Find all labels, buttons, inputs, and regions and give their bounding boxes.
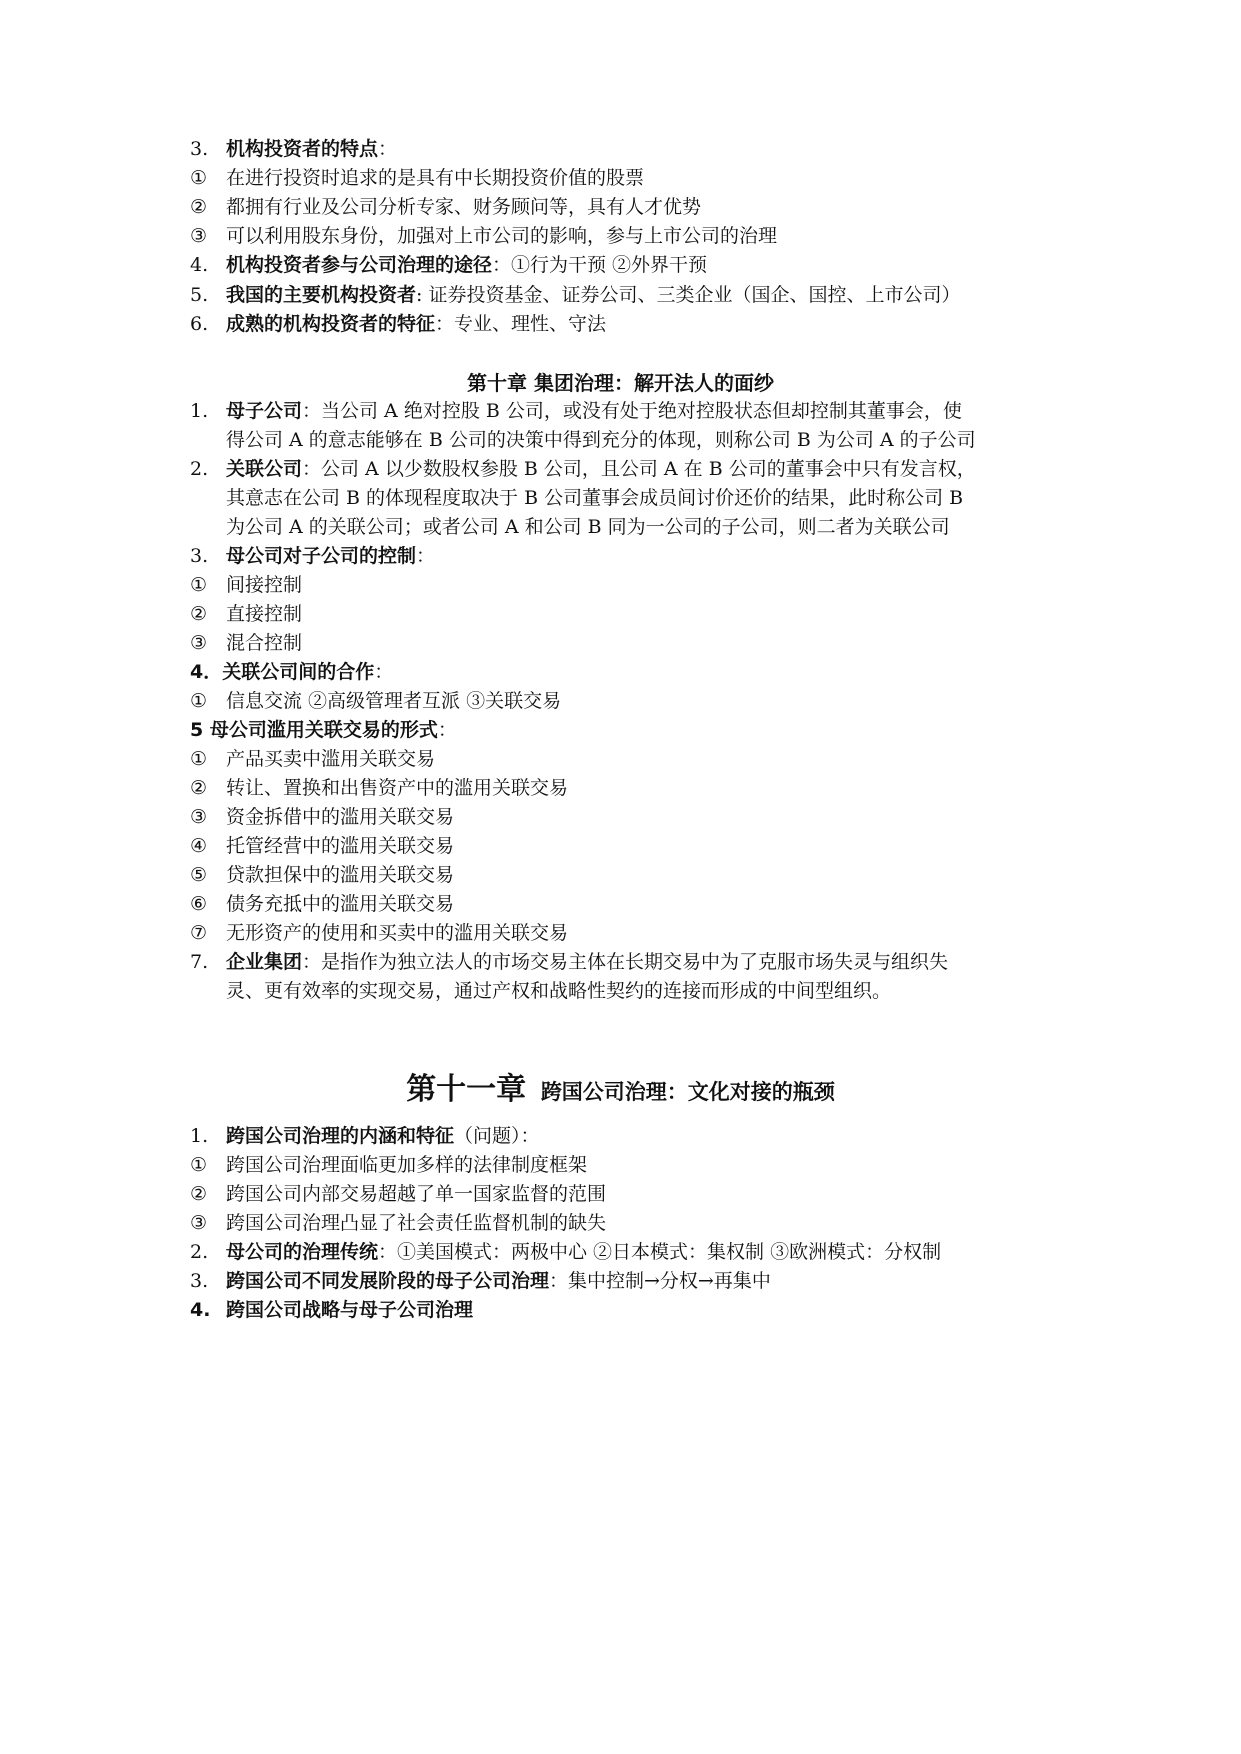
chapter-number: 第十一章 — [406, 1072, 527, 1107]
item-text: 贷款担保中的滥用关联交易 — [226, 864, 455, 886]
item-text: 债务充抵中的滥用关联交易 — [226, 893, 455, 915]
item-text: ：专业、理性、守法 — [435, 313, 607, 335]
item-number: 1. — [190, 1125, 209, 1147]
item-heading: 5 母公司滥用关联交易的形式 — [190, 719, 438, 741]
item-heading: 我国的主要机构投资者 — [226, 284, 417, 306]
item-number: ③ — [190, 225, 208, 247]
item-heading: 母公司的治理传统 — [226, 1241, 379, 1263]
item-number: 5. — [190, 284, 209, 306]
item-text: ：公司 A 以少数股权参股 B 公司，且公司 A 在 B 公司的董事会中只有发言权， — [302, 458, 976, 480]
item-text: 无形资产的使用和买卖中的滥用关联交易 — [226, 922, 569, 944]
item-number: ① — [190, 748, 208, 770]
item-number: ⑥ — [190, 893, 208, 915]
chapter-11-title — [0, 1068, 1241, 1114]
item-text: 信息交流 ②高级管理者互派 ③关联交易 — [226, 690, 562, 712]
item-number: ① — [190, 690, 208, 712]
ch10-item-7-cont — [226, 975, 1106, 1008]
sec9-item-6 — [190, 308, 1070, 341]
item-text: 间接控制 — [226, 574, 303, 596]
item-heading: 机构投资者参与公司治理的途径 — [226, 254, 493, 276]
item-text: （问题）： — [454, 1125, 540, 1147]
item-number: 3. — [190, 545, 209, 567]
item-text: ： — [437, 719, 457, 741]
item-text: 直接控制 — [226, 603, 303, 625]
item-text: 资金拆借中的滥用关联交易 — [226, 806, 455, 828]
item-text: 跨国公司治理凸显了社会责任监督机制的缺失 — [226, 1212, 607, 1234]
item-number: ③ — [190, 806, 208, 828]
item-number: ④ — [190, 835, 208, 857]
item-number: ② — [190, 196, 208, 218]
item-heading: 跨国公司治理的内涵和特征 — [226, 1125, 455, 1147]
item-number: ⑦ — [190, 922, 208, 944]
item-heading: 母子公司 — [226, 400, 303, 422]
item-number: ① — [190, 574, 208, 596]
sec9-item-4 — [190, 249, 1070, 282]
item-text: ：当公司 A 绝对控股 B 公司，或没有处于绝对控股状态但却控制其董事会，使 — [302, 400, 962, 422]
item-text: 其意志在公司 B 的体现程度取决于 B 公司董事会成员间讨价还价的结果，此时称公司 B — [226, 487, 964, 509]
item-number: ② — [190, 777, 208, 799]
item-number: 4. — [190, 1299, 211, 1321]
item-number: ⑤ — [190, 864, 208, 886]
item-number: 1. — [190, 400, 209, 422]
item-number: ① — [190, 167, 208, 189]
item-heading: 4．关联公司间的合作 — [190, 661, 375, 683]
item-number: ① — [190, 1154, 208, 1176]
item-heading: 机构投资者的特点 — [226, 138, 379, 160]
item-number: 7. — [190, 951, 209, 973]
ch11-item-4 — [190, 1294, 1070, 1327]
item-text: 托管经营中的滥用关联交易 — [226, 835, 455, 857]
item-number: 3. — [190, 1270, 209, 1292]
item-text: 可以利用股东身份，加强对上市公司的影响，参与上市公司的治理 — [226, 225, 778, 247]
item-text: 得公司 A 的意志能够在 B 公司的决策中得到充分的体现，则称公司 B 为公司 A 的子公司 — [226, 429, 976, 451]
item-number: 3. — [190, 138, 209, 160]
item-text: ：集中控制→分权→再集中 — [549, 1270, 771, 1292]
item-text: : 证券投资基金、证券公司、三类企业（国企、国控、上市公司） — [416, 284, 961, 306]
item-text: ： — [374, 661, 394, 683]
item-text: 为公司 A 的关联公司；或者公司 A 和公司 B 同为一公司的子公司，则二者为关联公司 — [226, 516, 950, 538]
item-text: 跨国公司治理面临更加多样的法律制度框架 — [226, 1154, 588, 1176]
item-heading: 母公司对子公司的控制 — [226, 545, 417, 567]
item-number: 2. — [190, 1241, 209, 1263]
item-number: ③ — [190, 1212, 208, 1234]
item-text: ：是指作为独立法人的市场交易主体在长期交易中为了克服市场失灵与组织失 — [302, 951, 949, 973]
item-number: 6. — [190, 313, 209, 335]
chapter-name: 集团治理：解开法人的面纱 — [533, 371, 774, 395]
item-text: 跨国公司内部交易超越了单一国家监督的范围 — [226, 1183, 607, 1205]
chapter-number: 第十章 — [467, 371, 528, 395]
item-text: 产品买卖中滥用关联交易 — [226, 748, 436, 770]
item-number: ③ — [190, 632, 208, 654]
item-number: 2. — [190, 458, 209, 480]
item-heading: 跨国公司战略与母子公司治理 — [226, 1299, 474, 1321]
item-text: ：①行为干预 ②外界干预 — [492, 254, 708, 276]
item-text: 转让、置换和出售资产中的滥用关联交易 — [226, 777, 569, 799]
item-text: 都拥有行业及公司分析专家、财务顾问等，具有人才优势 — [226, 196, 702, 218]
item-text: 在进行投资时追求的是具有中长期投资价值的股票 — [226, 167, 645, 189]
item-heading: 企业集团 — [226, 951, 303, 973]
item-text: ： — [416, 545, 436, 567]
item-heading: 成熟的机构投资者的特征 — [226, 313, 436, 335]
chapter-name: 跨国公司治理：文化对接的瓶颈 — [540, 1080, 835, 1104]
item-text: 混合控制 — [226, 632, 303, 654]
item-text: 灵、更有效率的实现交易，通过产权和战略性契约的连接而形成的中间型组织。 — [226, 980, 892, 1002]
item-number: ② — [190, 1183, 208, 1205]
item-text: ：①美国模式：两极中心 ②日本模式：集权制 ③欧洲模式：分权制 — [378, 1241, 942, 1263]
item-number: 4. — [190, 254, 209, 276]
item-text: ： — [378, 138, 398, 160]
item-heading: 关联公司 — [226, 458, 303, 480]
item-heading: 跨国公司不同发展阶段的母子公司治理 — [226, 1270, 550, 1292]
item-number: ② — [190, 603, 208, 625]
